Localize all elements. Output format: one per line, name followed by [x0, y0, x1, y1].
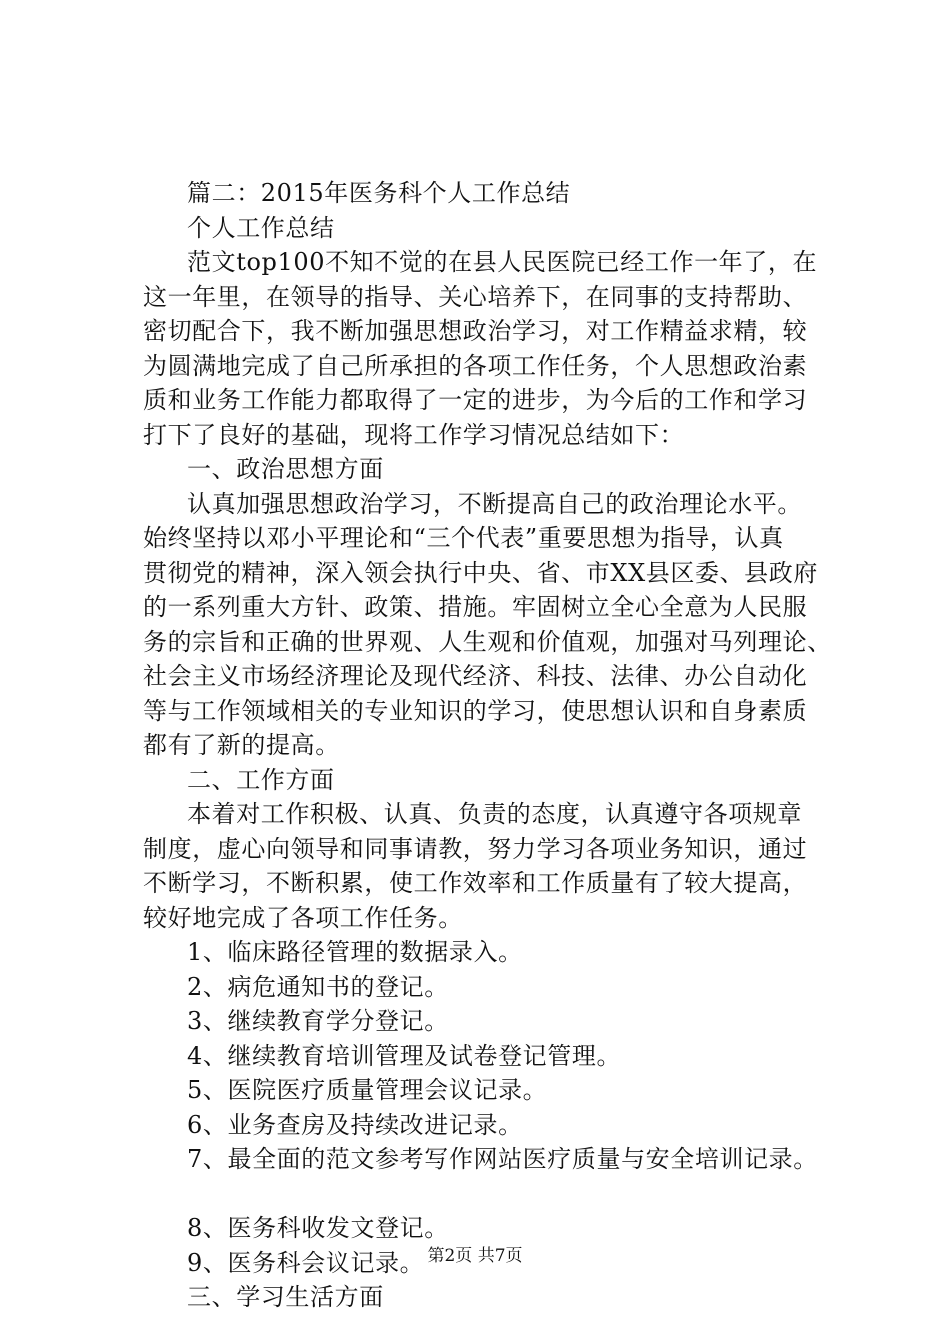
work-item: 6、业务查房及持续改进记录。 — [187, 1110, 523, 1139]
heading-work: 二、工作方面 — [187, 765, 335, 794]
intro-line: 密切配合下，我不断加强思想政治学习，对工作精益求精，较 — [143, 317, 808, 345]
work-line: 制度，虚心向领导和同事请教，努力学习各项业务知识，通过 — [143, 834, 808, 863]
intro-line: 为圆满地完成了自己所承担的各项工作任务，个人思想政治素 — [143, 351, 808, 380]
intro-line: 范文top100不知不觉的在县人民医院已经工作一年了，在 — [187, 248, 818, 276]
work-line: 较好地完成了各项工作任务。 — [143, 903, 463, 932]
politics-line: 贯彻党的精神，深入领会执行中央、省、市XX县区委、县政府 — [143, 558, 818, 587]
politics-line: 务的宗旨和正确的世界观、人生观和价值观，加强对马列理论、 — [143, 627, 832, 656]
politics-line: 等与工作领域相关的专业知识的学习，使思想认识和自身素质 — [143, 696, 808, 725]
politics-line: 都有了新的提高。 — [143, 731, 340, 759]
work-line: 不断学习，不断积累，使工作效率和工作质量有了较大提高， — [143, 869, 808, 897]
work-item: 7、最全面的范文参考写作网站医疗质量与安全培训记录。 — [187, 1145, 818, 1173]
politics-line: 社会主义市场经济理论及现代经济、科技、法律、办公自动化 — [143, 662, 808, 690]
intro-line: 质和业务工作能力都取得了一定的进步，为今后的工作和学习 — [143, 386, 808, 414]
heading-politics: 一、政治思想方面 — [187, 455, 384, 483]
work-item: 8、医务科收发文登记。 — [187, 1214, 449, 1242]
work-item: 2、病危通知书的登记。 — [187, 972, 449, 1001]
heading-study-life: 三、学习生活方面 — [187, 1283, 384, 1311]
work-item: 3、继续教育学分登记。 — [187, 1007, 449, 1035]
page-number: 第2页 共7页 — [427, 1246, 523, 1266]
intro-line: 打下了良好的基础，现将工作学习情况总结如下： — [143, 420, 685, 449]
work-item: 1、临床路径管理的数据录入。 — [187, 938, 523, 966]
blank-line — [143, 1177, 833, 1212]
work-item: 9、医务科会议记录。 — [187, 1248, 425, 1277]
work-line: 本着对工作积极、认真、负责的态度，认真遵守各项规章 — [187, 800, 802, 828]
politics-line: 始终坚持以邓小平理论和“三个代表”重要思想为指导，认真 — [143, 524, 784, 552]
section-title: 篇二：2015年医务科个人工作总结 — [187, 179, 571, 207]
document-title: 个人工作总结 — [187, 213, 335, 242]
politics-line: 认真加强思想政治学习，不断提高自己的政治理论水平。 — [187, 489, 802, 518]
work-item: 5、医院医疗质量管理会议记录。 — [187, 1076, 548, 1104]
politics-line: 的一系列重大方针、政策、措施。牢固树立全心全意为人民服 — [143, 593, 808, 621]
work-item: 4、继续教育培训管理及试卷登记管理。 — [187, 1041, 622, 1070]
intro-line: 这一年里，在领导的指导、关心培养下，在同事的支持帮助、 — [143, 282, 808, 311]
document-body — [143, 176, 833, 1315]
